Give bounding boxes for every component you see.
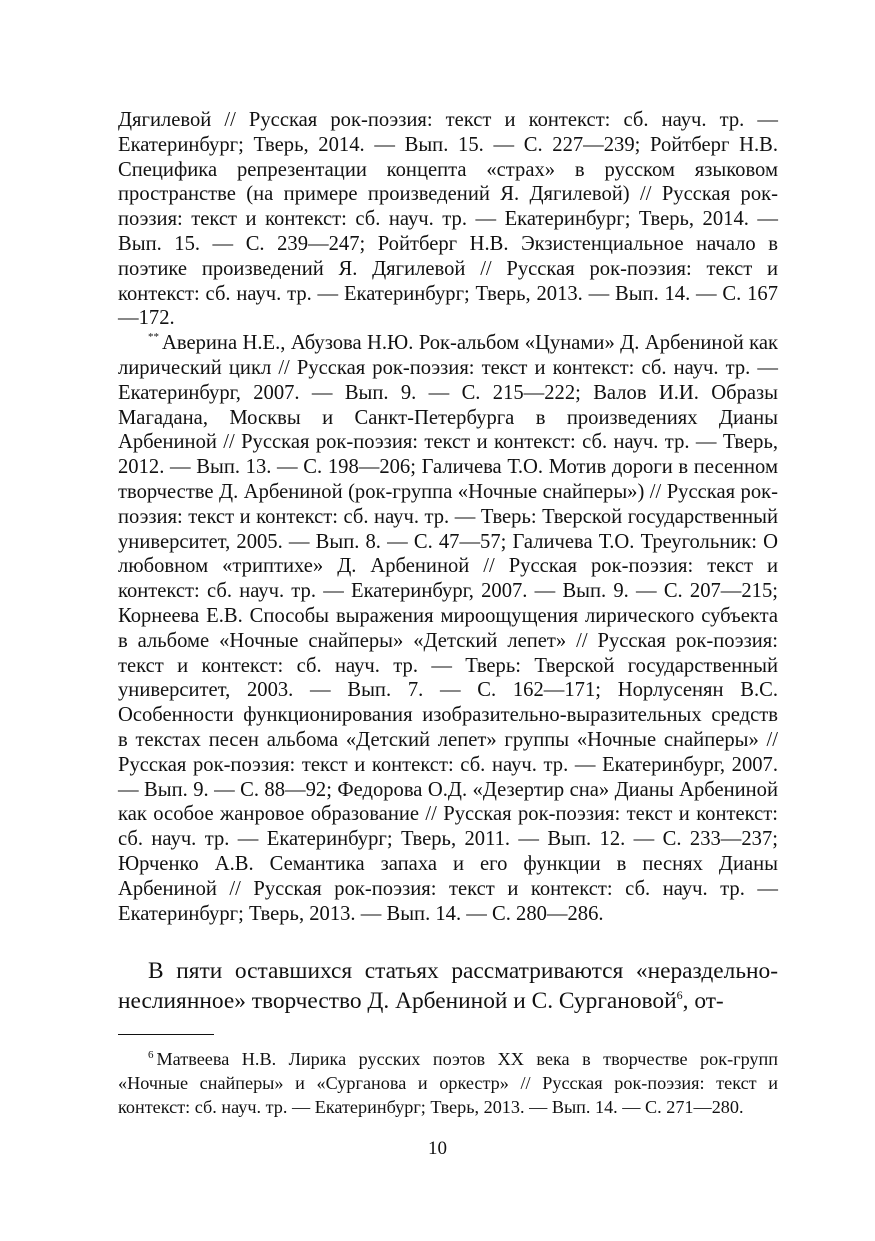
footnote-reference[interactable]: 6	[676, 988, 683, 1003]
body-paragraph	[118, 956, 778, 1016]
reference-text: Аверина Н.Е., Абузова Н.Ю. Рок-альбом «Цунами» Д. Арбениной как лирический цикл // Русская рок-поэзия: текст и контекст: сб. науч. тр. — Екатеринбург, 2007. — Вып. 9. — С. 215—222; Валов И.И. Образы Магадана, Москвы и Санкт-Петербурга в произведениях Дианы Арбениной // Русская рок-поэзия: текст и контекст: сб. науч. тр. — Тверь, 2012. — Вып. 13. — С. 198—206; Галичева Т.О. Мотив дороги в песенном творчестве Д. Арбениной (рок-группа «Ночные снайперы») // Русская рок-поэзия: текст и контекст: сб. науч. тр. — Тверь: Тверской государственный университет, 2005. — Вып. 8. — С. 47—57; Галичева Т.О. Треугольник: О любовном «триптихе» Д. Арбениной // Русская рок-поэзия: текст и контекст: сб. науч. тр. — Екатеринбург, 2007. — Вып. 9. — С. 207—215; Корнеева Е.В. Способы выражения мироощущения лирического субъекта в альбоме «Ночные снайперы» «Детский лепет» // Русская рок-поэзия: текст и контекст: сб. науч. тр. — Тверь: Тверской государственный университет, 2003. — Вып. 7. — С. 162—171; Норлусенян В.С. Особенности функционирования изобразительно-выразительных средств в текстах песен альбома «Детский лепет» группы «Ночные снайперы» // Русская рок-поэзия: текст и контекст: сб. науч. тр. — Екатеринбург, 2007. — Вып. 9. — С. 88—92; Федорова О.Д. «Дезертир сна» Дианы Арбениной как особое жанровое образование // Русская рок-поэзия: текст и контекст: сб. науч. тр. — Екатеринбург; Тверь, 2011. — Вып. 12. — С. 233—237; Юрченко А.В. Семантика запаха и его функции в песнях Дианы Арбениной // Русская рок-поэзия: текст и контекст: сб. науч. тр. — Екатеринбург; Тверь, 2013. — Вып. 14. — С. 280—286.	[118, 332, 778, 925]
body-text-end: , от-	[682, 988, 724, 1015]
reference-marker: **	[148, 331, 159, 344]
footnote-divider	[118, 1034, 214, 1035]
reference-text: Дягилевой // Русская рок-поэзия: текст и контекст: сб. науч. тр. — Екатеринбург; Тверь, 2014. — Вып. 15. — С. 227—239; Ройтберг Н.В. Специфика репрезентации концепта «страх» в русском языковом пространстве (на примере произведений Я. Дягилевой) // Русская рок-поэзия: текст и контекст: сб. науч. тр. — Екатеринбург; Тверь, 2014. — Вып. 15. — С. 239—247; Ройтберг Н.В. Экзистенциальное начало в поэтике произведений Я. Дягилевой // Русская рок-поэзия: текст и контекст: сб. науч. тр. — Екатеринбург; Тверь, 2013. — Вып. 14. — С. 167—172.	[118, 109, 778, 330]
page-content	[118, 108, 778, 1119]
page-number: 10	[428, 1138, 447, 1159]
footnote-number: 6	[148, 1049, 154, 1062]
footnote-text: Матвеева Н.В. Лирика русских поэтов XX века в творчестве рок-групп «Ночные снайперы» и «Сурганова и оркестр» // Русская рок-поэзия: текст и контекст: сб. науч. тр. — Екатеринбург; Тверь, 2013. — Вып. 14. — С. 271—280.	[118, 1049, 778, 1118]
body-text-start: В пяти оставшихся статьях рассматриваются «нераздельно-неслиянное» творчество Д. Арбениной и С. Сургановой	[118, 958, 778, 1015]
footnote	[118, 1047, 778, 1119]
reference-paragraph-continued	[118, 108, 778, 331]
reference-paragraph	[118, 331, 778, 926]
